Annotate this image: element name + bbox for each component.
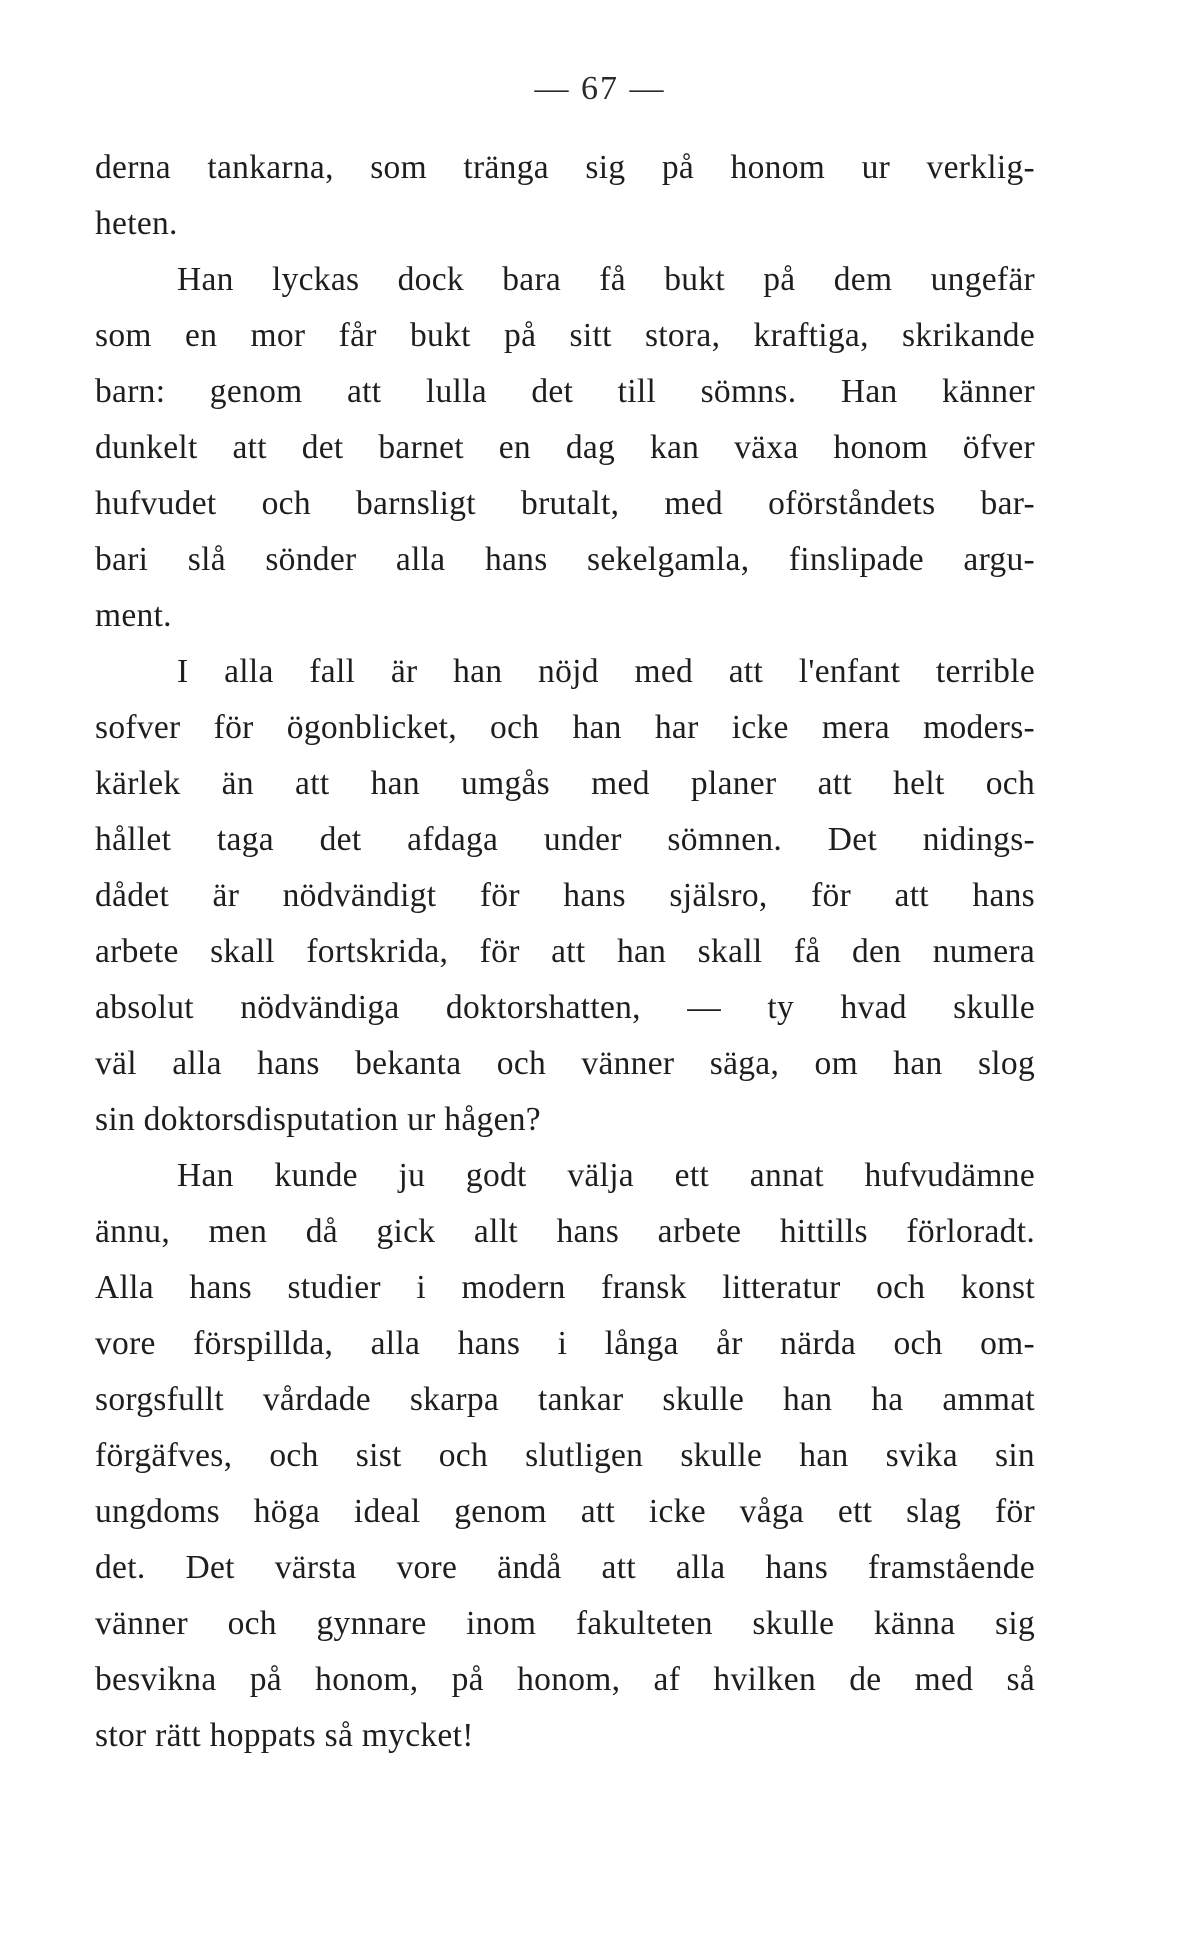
text-line: ännu, men då gick allt hans arbete hittills förloradt. bbox=[95, 1213, 1035, 1250]
text-line: Alla hans studier i modern fransk litteratur och konst bbox=[95, 1269, 1035, 1306]
text-line: ungdoms höga ideal genom att icke våga ett slag för bbox=[95, 1493, 1035, 1530]
text-line: det. Det värsta vore ändå att alla hans framstående bbox=[95, 1549, 1035, 1586]
text-line: absolut nödvändiga doktorshatten, — ty hvad skulle bbox=[95, 989, 1035, 1026]
page-number: — 67 — bbox=[534, 70, 666, 107]
text-line: sorgsfullt vårdade skarpa tankar skulle han ha ammat bbox=[95, 1381, 1035, 1418]
text-line: sofver för ögonblicket, och han har icke mera moders- bbox=[95, 709, 1035, 746]
text-line: besvikna på honom, på honom, af hvilken de med så bbox=[95, 1661, 1035, 1698]
text-line: heten. bbox=[95, 205, 178, 242]
text-line: hållet taga det afdaga under sömnen. Det nidings- bbox=[95, 821, 1035, 858]
paragraph-first-line: Han kunde ju godt välja ett annat hufvudämne bbox=[177, 1157, 1035, 1194]
text-line: vore förspillda, alla hans i långa år närda och om- bbox=[95, 1325, 1035, 1362]
text-line: förgäfves, och sist och slutligen skulle han svika sin bbox=[95, 1437, 1035, 1474]
text-line: som en mor får bukt på sitt stora, kraftiga, skrikande bbox=[95, 317, 1035, 354]
text-line: väl alla hans bekanta och vänner säga, om han slog bbox=[95, 1045, 1035, 1082]
text-line: derna tankarna, som tränga sig på honom ur verklig- bbox=[95, 149, 1035, 186]
text-line: barn: genom att lulla det till sömns. Han känner bbox=[95, 373, 1035, 410]
text-line: dådet är nödvändigt för hans själsro, för att hans bbox=[95, 877, 1035, 914]
text-line: sin doktorsdisputation ur hågen? bbox=[95, 1101, 541, 1138]
text-line: hufvudet och barnsligt brutalt, med oförståndets bar- bbox=[95, 485, 1035, 522]
text-line: dunkelt att det barnet en dag kan växa honom öfver bbox=[95, 429, 1035, 466]
text-line: arbete skall fortskrida, för att han skall få den numera bbox=[95, 933, 1035, 970]
text-line: ment. bbox=[95, 597, 172, 634]
text-line: stor rätt hoppats så mycket! bbox=[95, 1717, 474, 1754]
paragraph-first-line: I alla fall är han nöjd med att l'enfant terrible bbox=[177, 653, 1035, 690]
text-line: kärlek än att han umgås med planer att helt och bbox=[95, 765, 1035, 802]
paragraph-first-line: Han lyckas dock bara få bukt på dem ungefär bbox=[177, 261, 1035, 298]
text-line: bari slå sönder alla hans sekelgamla, finslipade argu- bbox=[95, 541, 1035, 578]
body-text bbox=[95, 140, 1035, 1764]
text-line: vänner och gynnare inom fakulteten skulle känna sig bbox=[95, 1605, 1035, 1642]
